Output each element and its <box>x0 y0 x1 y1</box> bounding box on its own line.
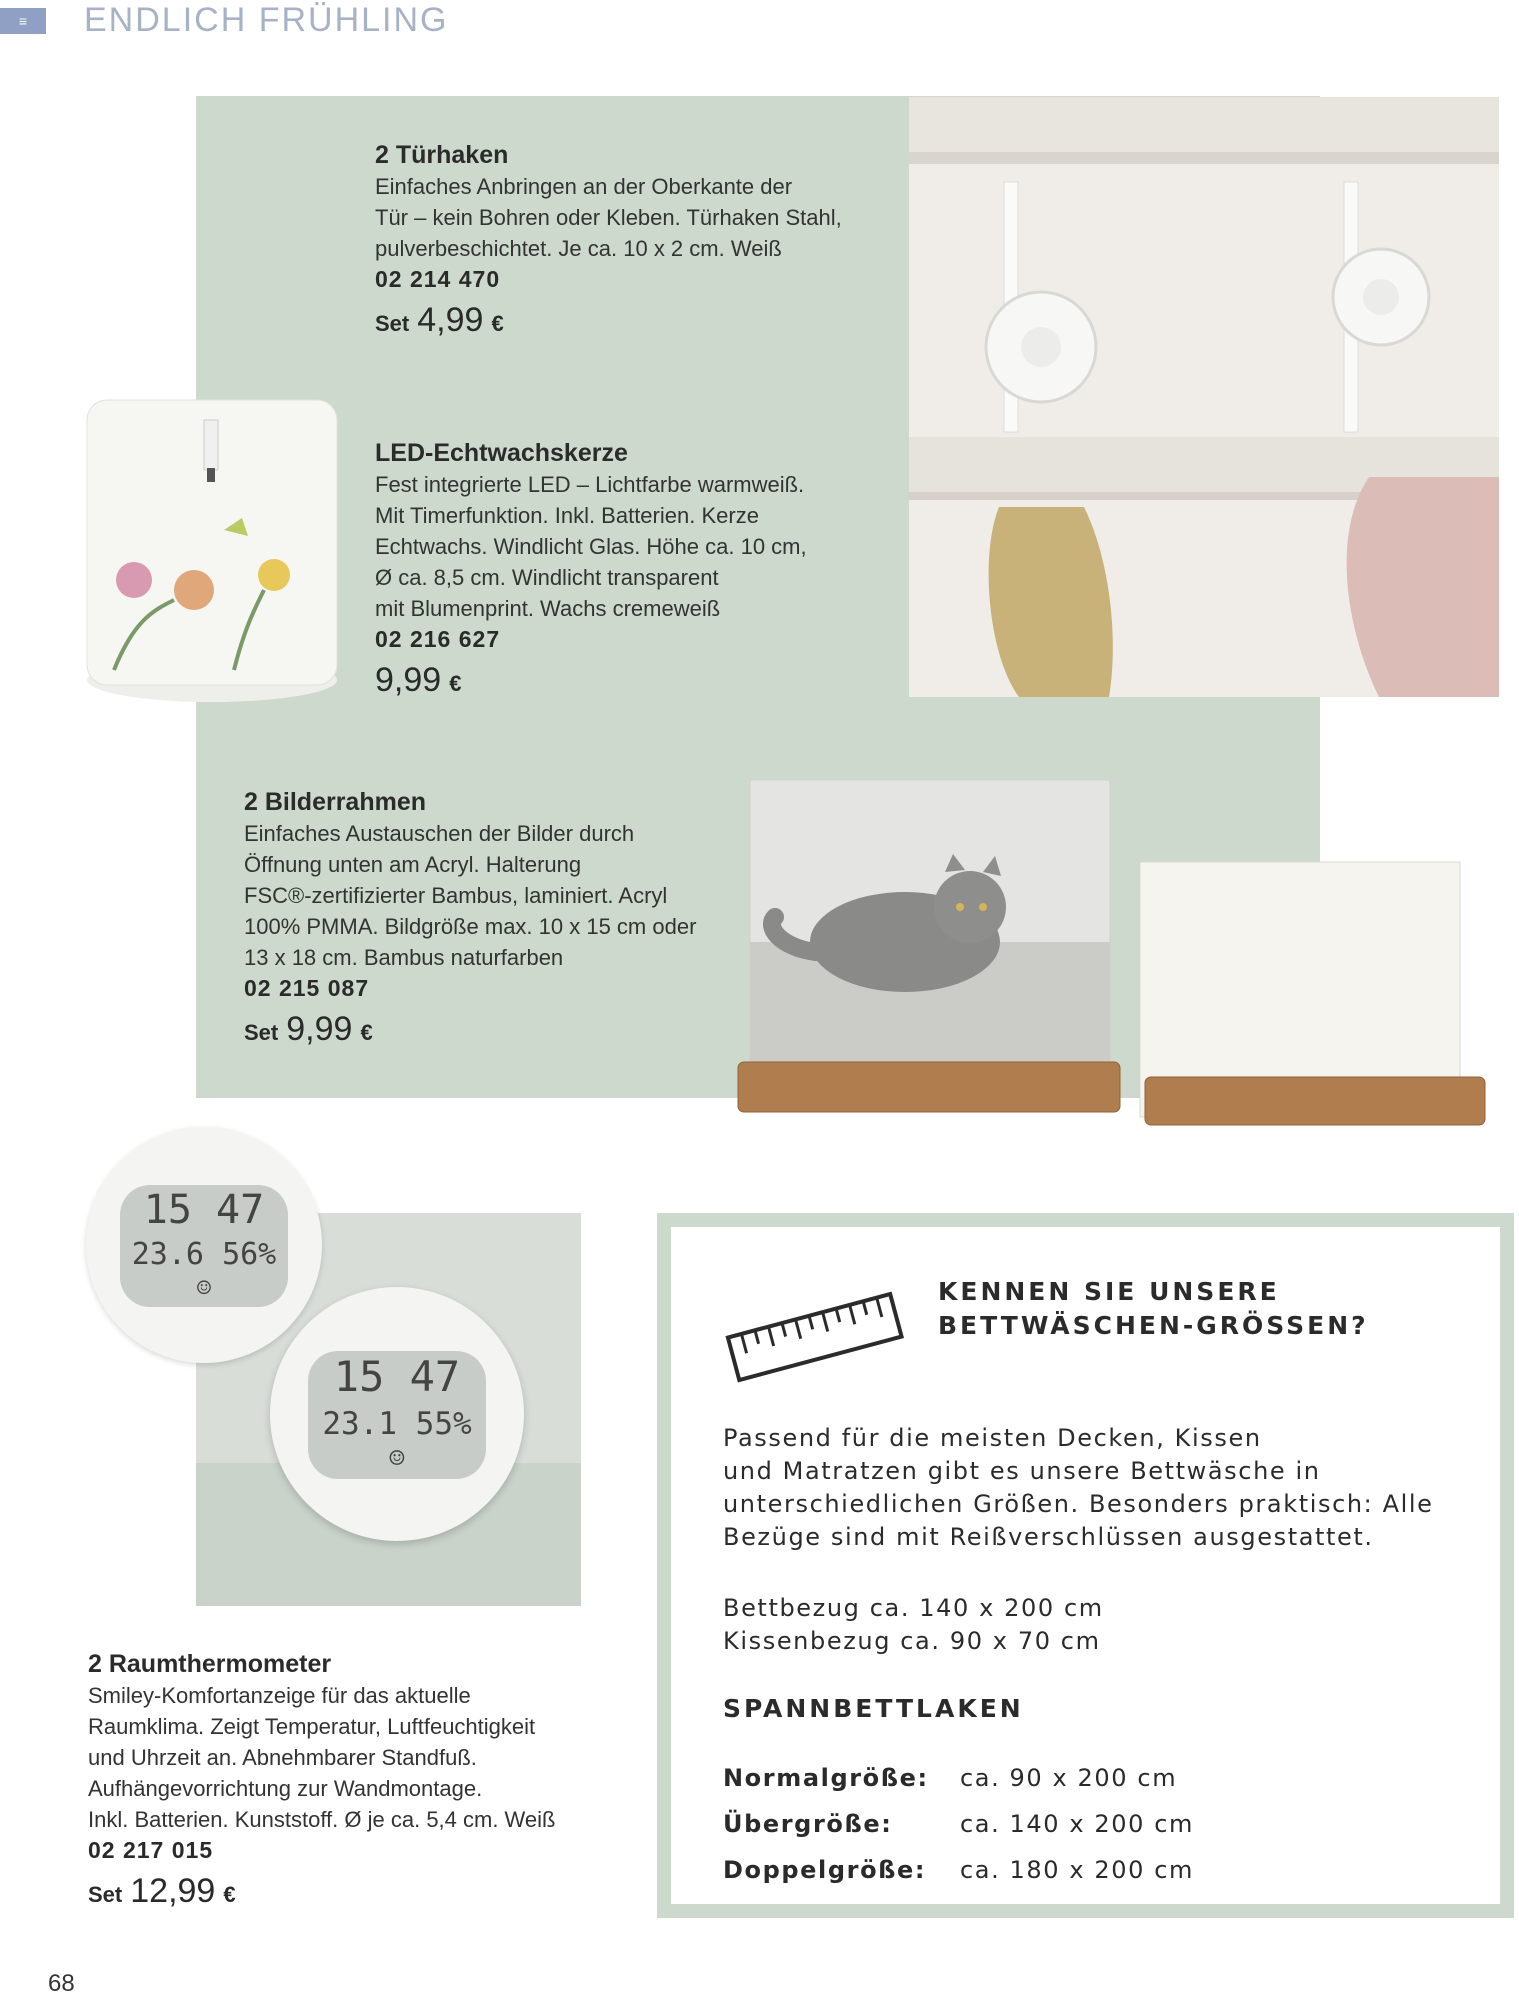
infobox-heading: KENNEN SIE UNSERE BETTWÄSCHEN-GRÖSSEN? <box>938 1277 1369 1340</box>
product-description: Einfaches Anbringen an der Oberkante der Tür – kein Bohren oder Kleben. Türhaken Stahl, pulverbeschichtet. Je ca. 10 x 2 cm. Weiß <box>375 174 842 261</box>
smiley-icon: ☺ <box>196 1274 212 1302</box>
article-number: 02 216 627 <box>375 626 501 652</box>
infobox-sizes: Bettbezug ca. 140 x 200 cm Kissenbezug ca. 90 x 70 cm <box>723 1594 1104 1655</box>
candle-photo <box>84 380 340 710</box>
fitted-sheets-heading: SPANNBETTLAKEN <box>723 1694 1024 1723</box>
smiley-icon: ☺ <box>389 1444 405 1474</box>
price: 12,99 <box>130 1872 216 1910</box>
display-time: 15 47 <box>143 1187 265 1233</box>
bedding-sizes-infobox <box>657 1213 1514 1918</box>
product-title: 2 Raumthermometer <box>88 1650 332 1678</box>
price: 9,99 <box>286 1010 353 1048</box>
article-number: 02 215 087 <box>244 975 370 1001</box>
currency: € <box>449 671 462 696</box>
currency: € <box>360 1020 373 1045</box>
product-description: Fest integrierte LED – Lichtfarbe warmweiß. Mit Timerfunktion. Inkl. Batterien. Kerze Echtwachs. Windlicht Glas. Höhe ca. 10 cm, Ø ca. 8,5 cm. Windlicht transparent mit Blumenprint. Wachs cremeweiß <box>375 472 807 621</box>
article-number: 02 217 015 <box>88 1837 214 1863</box>
menu-icon[interactable]: ≡ <box>0 8 46 34</box>
product-title: 2 Bilderrahmen <box>244 788 427 816</box>
price-prefix: Set <box>88 1882 123 1907</box>
price-prefix: Set <box>244 1020 279 1045</box>
fitted-sheets-list <box>723 1755 1194 1893</box>
picture-frames-photo <box>735 772 1495 1152</box>
door-hooks-photo <box>909 97 1499 697</box>
display-temp: 23.6 <box>131 1237 204 1272</box>
thermometer-device-1 <box>86 1127 322 1363</box>
infobox-intro: Passend für die meisten Decken, Kissen und Matratzen gibt es unsere Bettwäsche in unterschiedlichen Größen. Besonders praktisch: Alle Bezüge sind mit Reißverschlüssen ausgestattet. <box>723 1424 1434 1551</box>
currency: € <box>223 1882 236 1907</box>
article-number: 02 214 470 <box>375 266 501 292</box>
product-description: Smiley-Komfortanzeige für das aktuelle Raumklima. Zeigt Temperatur, Luftfeuchtigkeit und Uhrzeit an. Abnehmbarer Standfuß. Aufhängevorrichtung zur Wandmontage. Inkl. Batterien. Kunststoff. Ø je ca. 5,4 cm. Weiß <box>88 1683 556 1832</box>
page-number: 68 <box>48 1970 75 1997</box>
product-thermometer <box>88 1648 628 1911</box>
currency: € <box>491 311 504 336</box>
display-humidity: 55% <box>415 1406 472 1442</box>
thermometer-device-2 <box>270 1287 524 1541</box>
display-time: 15 47 <box>333 1352 461 1401</box>
price: 4,99 <box>417 301 484 339</box>
product-description: Einfaches Austauschen der Bilder durch Öffnung unten am Acryl. Halterung FSC®-zertifizierter Bambus, laminiert. Acryl 100% PMMA. Bildgröße max. 10 x 15 cm oder 13 x 18 cm. Bambus naturfarben <box>244 821 697 970</box>
product-title: 2 Türhaken <box>375 141 509 169</box>
ruler-icon <box>723 1283 908 1398</box>
list-item: Doppelgröße: ca. 180 x 200 cm <box>723 1856 1195 1884</box>
product-title: LED-Echtwachskerze <box>375 439 628 467</box>
product-frames <box>244 786 724 1049</box>
list-item: Normalgröße: ca. 90 x 200 cm <box>723 1764 1178 1792</box>
display-temp: 23.1 <box>322 1406 397 1442</box>
list-item: Übergröße: ca. 140 x 200 cm <box>723 1810 1195 1838</box>
price: 9,99 <box>375 661 442 699</box>
product-door-hooks <box>375 139 895 340</box>
product-candle <box>375 437 895 700</box>
price-prefix: Set <box>375 311 410 336</box>
section-title: ENDLICH FRÜHLING <box>84 1 449 39</box>
display-humidity: 56% <box>222 1237 277 1272</box>
